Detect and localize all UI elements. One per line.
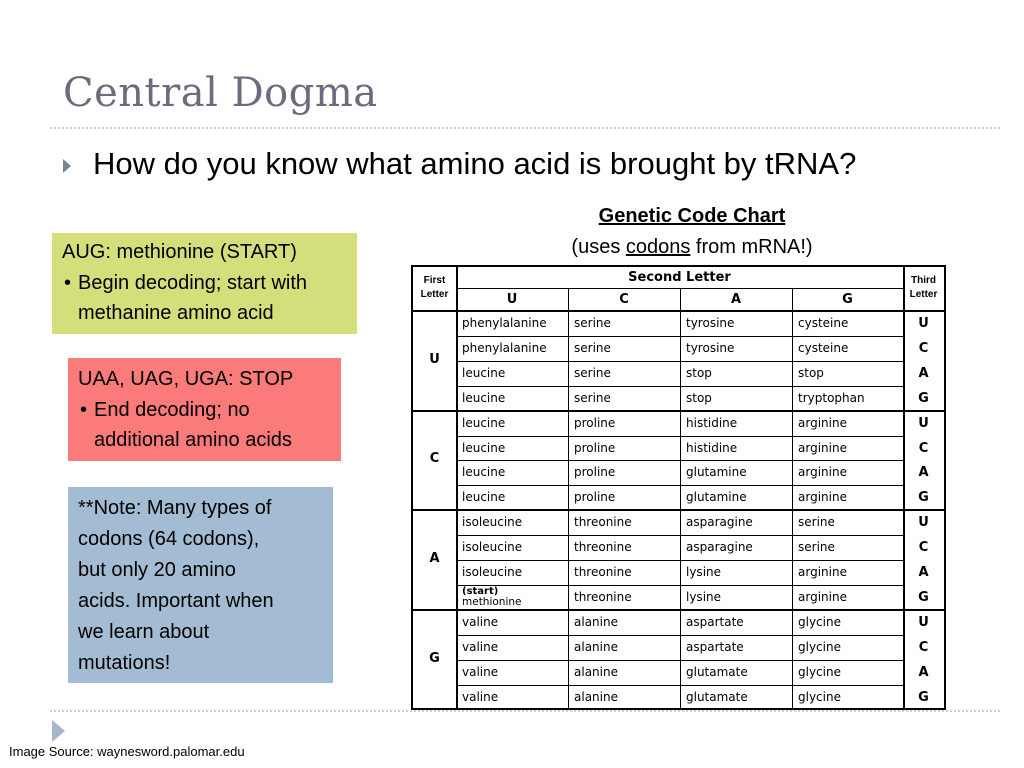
third-letter-cell: C [918, 639, 929, 655]
third-letter-cell: U [918, 515, 929, 531]
table-divider [413, 310, 944, 312]
codon-cell: stop [686, 390, 712, 405]
codon-cell: phenylalanine [462, 340, 547, 355]
table-divider [456, 288, 903, 289]
codon-cell: glutamine [686, 465, 747, 480]
row-divider [456, 460, 903, 461]
chart-subtitle-before: (uses [571, 236, 626, 258]
chart-subtitle-after: from mRNA!) [690, 236, 813, 258]
codon-cell: arginine [798, 589, 847, 604]
row-divider [456, 485, 903, 486]
header-word: First [423, 275, 446, 286]
codon-cell: leucine [462, 440, 506, 455]
note-line: we learn about [78, 621, 210, 643]
stop-codon-line1: End decoding; no [94, 398, 250, 421]
codon-cell: valine [462, 664, 499, 679]
first-letter-cell: C [429, 451, 440, 467]
codon-cell: asparagine [686, 515, 753, 530]
row-divider [456, 386, 903, 387]
third-letter-cell: G [918, 390, 929, 406]
stop-codon-box [68, 358, 341, 461]
codon-cell-line: methionine [462, 595, 522, 608]
codon-cell: serine [798, 515, 835, 530]
start-codon-line1: Begin decoding; start with [78, 271, 308, 294]
row-divider [456, 685, 903, 686]
title-divider [50, 127, 1000, 129]
codon-cell: valine [462, 614, 499, 629]
third-letter-cell: A [918, 664, 929, 680]
genetic-code-table [411, 265, 946, 710]
bullet-dot-icon: • [80, 398, 88, 421]
stop-codon-point [78, 395, 341, 426]
codon-cell: proline [574, 490, 616, 505]
third-letter-cell: U [918, 415, 929, 431]
note-line: codons (64 codons), [78, 528, 260, 550]
row-divider [456, 336, 903, 337]
codon-cell: histidine [686, 415, 738, 430]
codon-cell: proline [574, 440, 616, 455]
codon-cell: stop [686, 365, 712, 380]
codon-cell: threonine [574, 515, 632, 530]
codon-cell: phenylalanine [462, 316, 547, 330]
codon-cell-line: (start) [462, 585, 499, 597]
chart-title: Genetic Code Chart [598, 205, 786, 227]
codon-cell: histidine [686, 440, 738, 455]
codon-cell: stop [798, 365, 824, 380]
first-letter-header [413, 267, 456, 311]
third-letter-cell: C [918, 540, 929, 556]
codon-cell: leucine [462, 365, 506, 380]
column-header: A [730, 292, 742, 307]
codon-cell: valine [462, 689, 499, 704]
codon-cell: arginine [798, 440, 847, 455]
codon-cell: serine [798, 540, 835, 555]
codon-cell: asparagine [686, 540, 753, 555]
start-codon-continuation: methanine amino acid [78, 302, 274, 324]
note-box [68, 487, 333, 683]
note-line: **Note: Many types of [78, 497, 272, 519]
codon-cell: isoleucine [462, 515, 523, 530]
stop-codon-continuation: additional amino acids [94, 429, 292, 451]
codon-cell: glycine [798, 639, 841, 654]
codon-cell: proline [574, 465, 616, 480]
row-divider [456, 535, 903, 536]
note-line: but only 20 amino [78, 559, 236, 581]
note-line: mutations! [78, 652, 171, 674]
codon-cell: proline [574, 415, 616, 430]
codon-cell: arginine [798, 465, 847, 480]
column-header: U [506, 292, 518, 307]
codon-cell: leucine [462, 415, 506, 430]
bullet-question: How do you know what amino acid is brought by tRNA? [93, 146, 857, 181]
chart-subtitle [412, 236, 972, 259]
codon-cell: arginine [798, 490, 847, 505]
codon-cell: alanine [574, 689, 618, 704]
start-codon-heading: AUG: methionine (START) [62, 241, 297, 263]
group-divider [413, 410, 944, 412]
footer-divider [50, 710, 1000, 712]
bullet-dot-icon: • [64, 271, 72, 294]
codon-cell: lysine [686, 589, 722, 604]
group-divider [413, 609, 944, 611]
codon-cell: cysteine [798, 316, 849, 330]
footer-arrow-icon [52, 720, 65, 742]
codon-cell: leucine [462, 465, 506, 480]
third-letter-cell: C [918, 340, 929, 356]
chart-subtitle-codons: codons [625, 236, 691, 258]
codon-cell: tyrosine [686, 316, 735, 330]
codon-cell: valine [462, 639, 499, 654]
codon-cell: leucine [462, 490, 506, 505]
codon-cell: lysine [686, 565, 722, 579]
note-line: acids. Important when [78, 590, 274, 612]
header-word: Letter [420, 289, 449, 300]
codon-cell: serine [574, 316, 611, 330]
first-letter-cell: U [429, 351, 440, 367]
codon-cell: threonine [574, 540, 632, 555]
codon-cell: serine [574, 340, 611, 355]
third-letter-cell: A [918, 365, 929, 381]
first-letter-cell: A [429, 551, 440, 566]
codon-cell: serine [574, 365, 611, 380]
codon-cell: tryptophan [798, 390, 865, 405]
codon-cell: aspartate [686, 639, 744, 654]
codon-cell: glycine [798, 664, 841, 679]
codon-cell: glutamine [686, 490, 747, 505]
codon-cell: glutamate [686, 689, 748, 704]
second-letter-header: Second Letter [628, 270, 731, 285]
third-letter-cell: A [918, 565, 929, 580]
first-letter-cell: G [429, 650, 440, 666]
codon-cell: alanine [574, 639, 618, 654]
row-divider [456, 660, 903, 661]
codon-cell: alanine [574, 614, 618, 629]
codon-cell [456, 586, 574, 608]
third-letter-cell: C [918, 440, 929, 456]
third-letter-cell: U [918, 614, 929, 630]
column-header: C [619, 292, 629, 307]
third-letter-cell: A [918, 465, 929, 481]
third-letter-cell: G [918, 490, 929, 506]
codon-cell: alanine [574, 664, 618, 679]
slide-title: Central Dogma [63, 70, 378, 116]
codon-cell: threonine [574, 565, 632, 579]
codon-cell: glutamate [686, 664, 748, 679]
row-divider [456, 361, 903, 362]
third-letter-cell: G [918, 589, 929, 605]
codon-cell: tyrosine [686, 340, 735, 355]
codon-cell: arginine [798, 565, 847, 579]
codon-cell: glycine [798, 689, 841, 704]
third-letter-header [903, 267, 944, 311]
column-header: G [842, 292, 853, 307]
header-word: Letter [909, 289, 938, 300]
stop-codon-heading: UAA, UAG, UGA: STOP [78, 368, 294, 390]
codon-cell: serine [574, 390, 611, 405]
codon-cell: threonine [574, 589, 632, 604]
start-codon-box [52, 233, 357, 334]
group-divider [413, 509, 944, 511]
header-word: Third [911, 275, 936, 286]
row-divider [456, 635, 903, 636]
codon-cell: leucine [462, 390, 506, 405]
codon-cell: isoleucine [462, 540, 523, 555]
third-letter-cell: U [918, 316, 929, 331]
image-source: Image Source: waynesword.palomar.edu [9, 744, 245, 759]
bullet-arrow-icon [63, 159, 71, 173]
codon-cell: isoleucine [462, 565, 523, 579]
codon-cell: arginine [798, 415, 847, 430]
row-divider [456, 560, 903, 561]
codon-cell: cysteine [798, 340, 849, 355]
row-divider [456, 436, 903, 437]
codon-cell: glycine [798, 614, 841, 629]
start-codon-point [62, 268, 357, 299]
codon-cell: aspartate [686, 614, 744, 629]
third-letter-cell: G [918, 689, 929, 705]
